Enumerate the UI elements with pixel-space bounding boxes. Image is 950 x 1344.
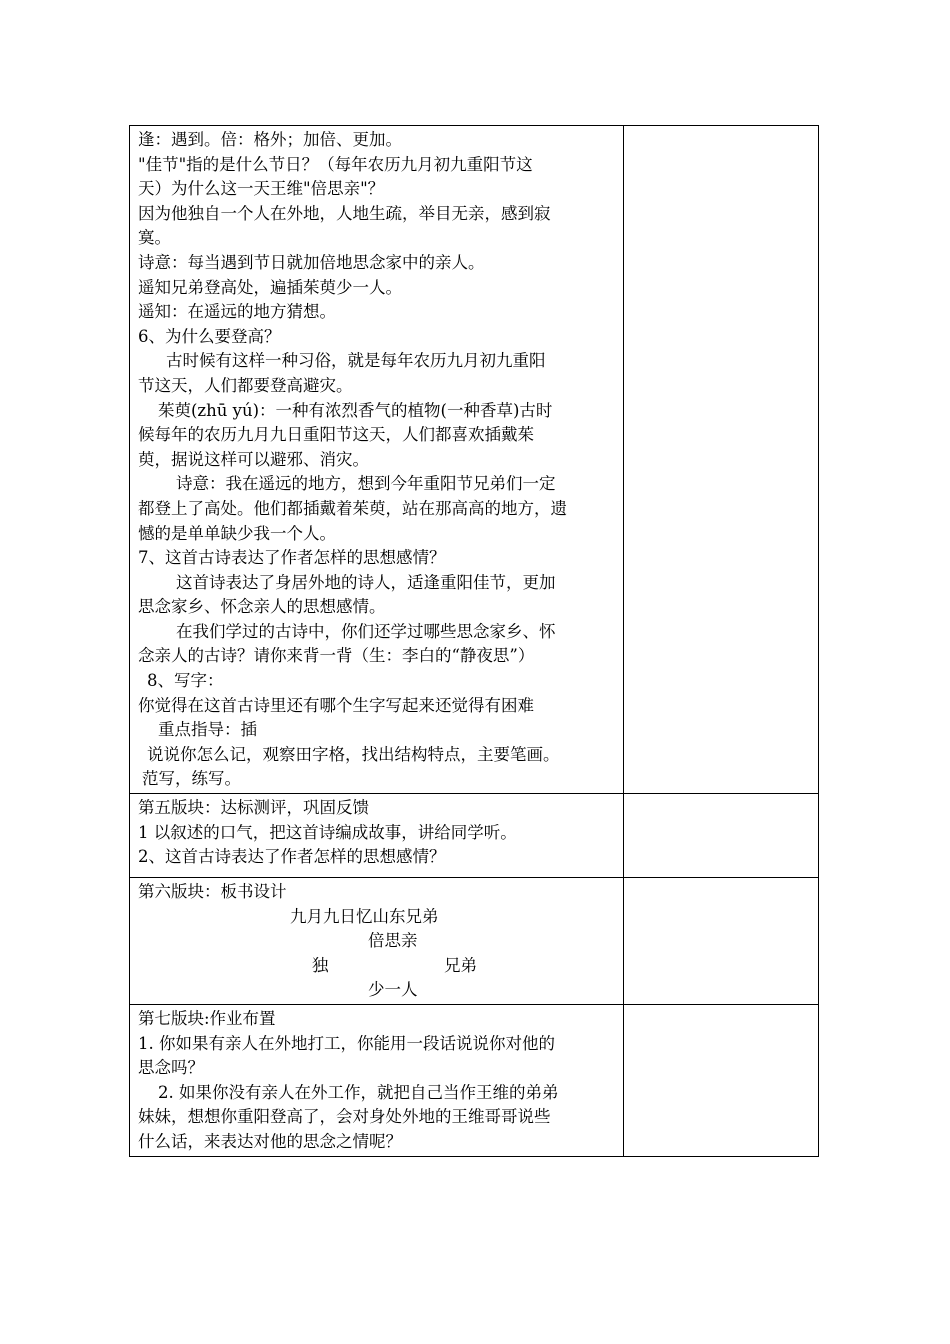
board-title: 九月九日忆山东兄弟 [290,906,439,926]
board-right-word: 兄弟 [444,955,477,975]
table-row [130,878,819,1005]
text-line: 什么话，来表达对他的思念之情呢？ [138,1131,402,1151]
text-line: 范写，练写。 [142,769,241,789]
text-line: 因为他独自一个人在外地，人地生疏，举目无亲，感到寂 [138,203,551,223]
text-line: "佳节"指的是什么节日？（每年农历九月初九重阳节这 [138,154,533,174]
text-line: 遥知兄弟登高处，遍插茱萸少一人。 [138,277,402,297]
text-line: 憾的是单单缺少我一个人。 [138,523,336,543]
text-line: 这首诗表达了身居外地的诗人，适逢重阳佳节，更加 [176,572,556,592]
content-cell [130,878,624,1005]
text-line: 思念家乡、怀念亲人的思想感情。 [138,597,386,617]
text-line: 寞。 [138,228,171,248]
notes-cell [623,878,818,1005]
notes-cell [623,1005,818,1157]
text-line: 8、写字： [147,671,224,691]
table-row [130,794,819,878]
content-cell [130,1005,624,1157]
text-line: 节这天，人们都要登高避灾。 [138,375,353,395]
text-line: 6、为什么要登高？ [138,326,281,346]
notes-cell [623,126,818,794]
section-heading: 第五版块：达标测评，巩固反馈 [138,798,369,818]
table-row [130,126,819,794]
text-line: 逢：遇到。倍：格外；加倍、更加。 [138,130,402,149]
text-line: 2、这首古诗表达了作者怎样的思想感情？ [138,847,446,867]
notes-cell [623,794,818,878]
board-left-word: 独 [312,955,329,975]
text-line: 古时候有这样一种习俗，就是每年农历九月初九重阳 [166,351,546,371]
text-line: 念亲人的古诗？请你来背一背（生：李白的“静夜思”） [138,646,535,666]
text-line: 茱萸(zhū yú)：一种有浓烈香气的植物(一种香草)古时 [158,400,553,420]
text-line: 诗意：每当遇到节日就加倍地思念家中的亲人。 [138,252,485,272]
text-line: 1 以叙述的口气，把这首诗编成故事，讲给同学听。 [138,822,517,842]
table-row [130,1005,819,1157]
board-line [138,954,617,979]
text-line: 遥知：在遥远的地方猜想。 [138,302,336,322]
content-cell [130,126,624,794]
content-cell [130,794,624,878]
text-line: 妹妹，想想你重阳登高了，会对身处外地的王维哥哥说些 [138,1107,551,1127]
text-line: 1. 你如果有亲人在外地打工，你能用一段话说说你对他的 [138,1033,555,1053]
text-line: 思念吗？ [138,1058,204,1078]
text-line: 萸，据说这样可以避邪、消灾。 [138,449,369,469]
text-line: 天）为什么这一天王维"倍思亲"？ [138,179,385,199]
text-line: 你觉得在这首古诗里还有哪个生字写起来还觉得有困难 [138,695,534,715]
text-line: 都登上了高处。他们都插戴着茱萸，站在那高高的地方，遗 [138,498,567,518]
text-line: 重点指导：插 [158,720,257,740]
text-line: 7、这首古诗表达了作者怎样的思想感情？ [138,548,446,568]
section-heading: 第七版块:作业布置 [138,1009,276,1028]
text-line: 2. 如果你没有亲人在外工作，就把自己当作王维的弟弟 [158,1082,559,1102]
text-line: 诗意：我在遥远的地方，想到今年重阳节兄弟们一定 [176,474,556,494]
text-line: 在我们学过的古诗中，你们还学过哪些思念家乡、怀 [176,621,556,641]
section-heading: 第六版块：板书设计 [138,882,287,902]
text-line: 说说你怎么记，观察田字格，找出结构特点，主要笔画。 [147,744,560,764]
board-line: 倍思亲 [368,931,418,951]
board-line: 少一人 [368,980,418,1000]
lesson-plan-table [129,125,819,1157]
text-line: 候每年的农历九月九日重阳节这天，人们都喜欢插戴茱 [138,425,534,445]
